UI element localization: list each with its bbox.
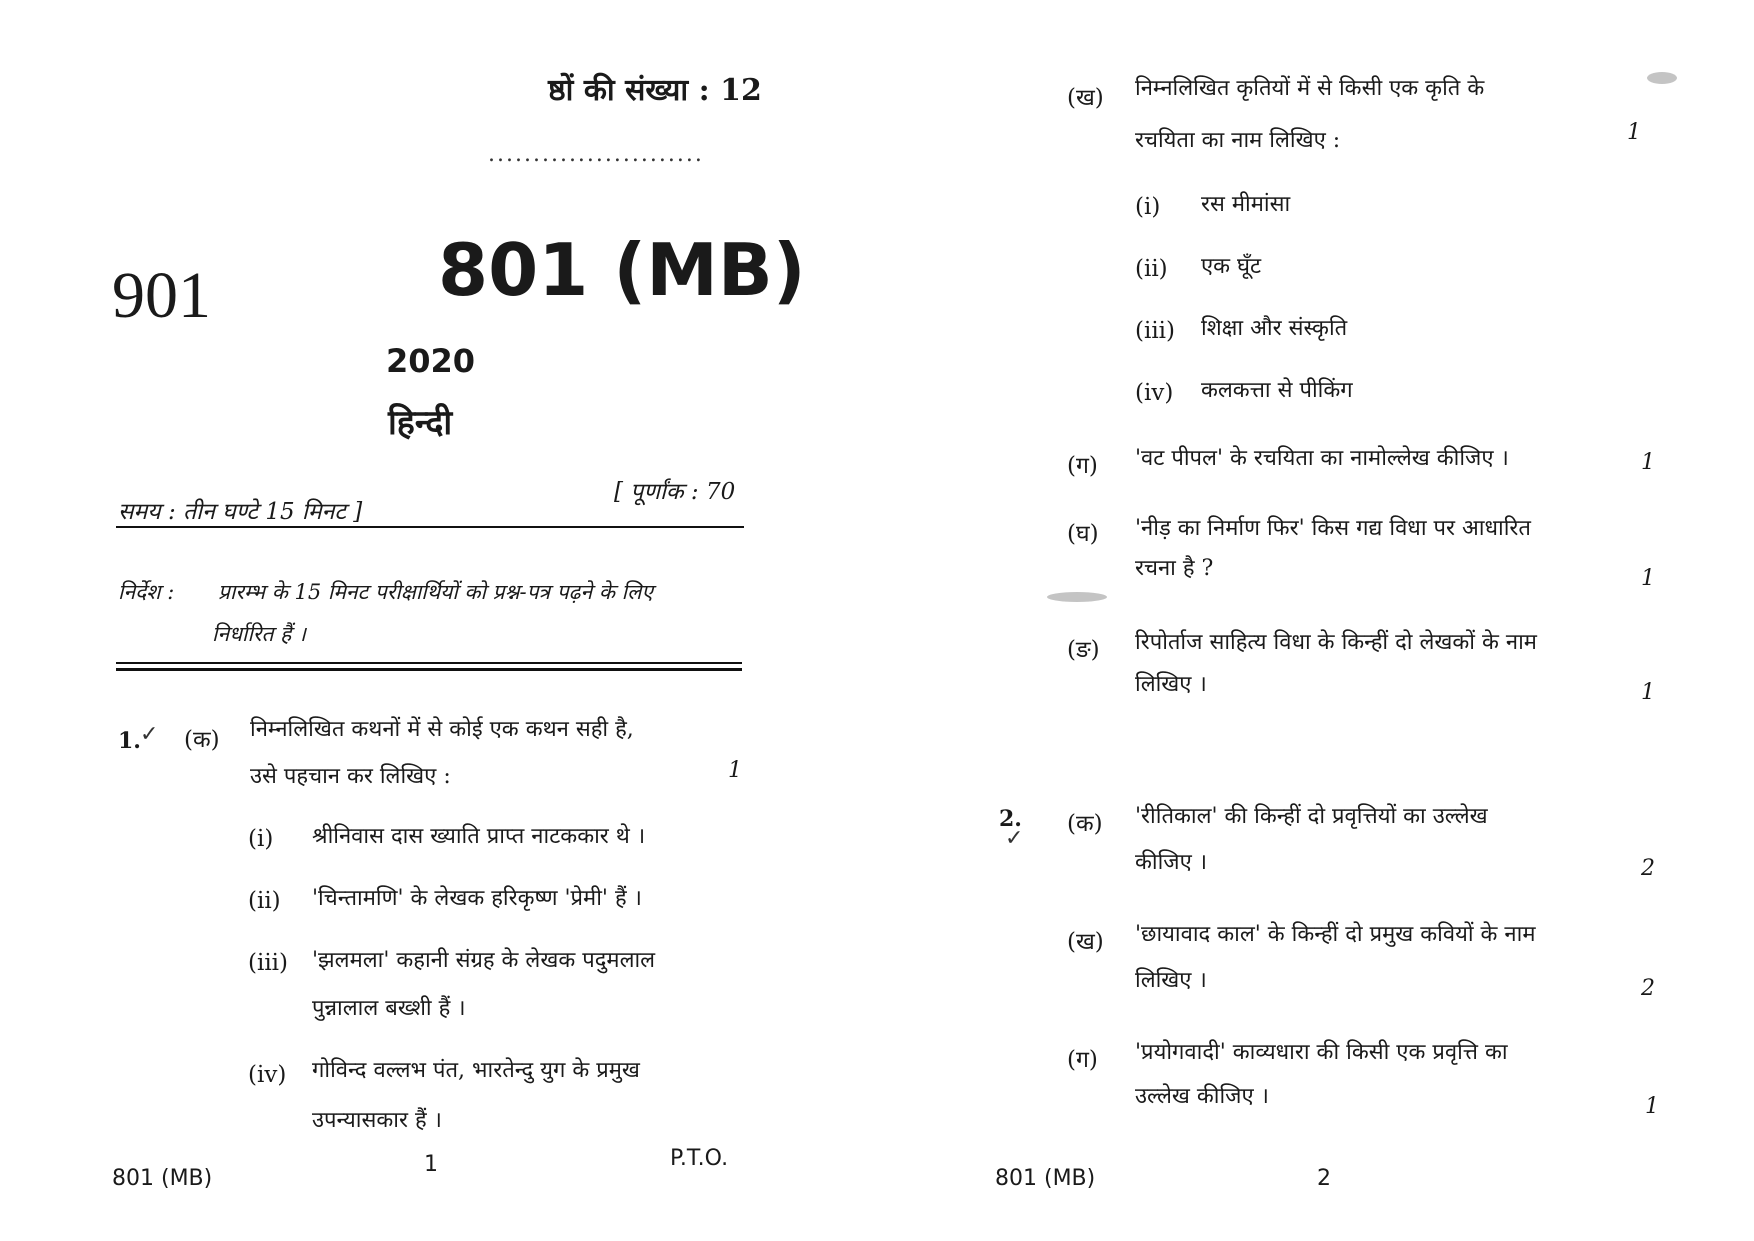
question-1c-mark: 1 <box>1641 450 1655 475</box>
question-1e-line-2: लिखिए । <box>1135 672 1207 697</box>
question-1d-line-2: रचना है ? <box>1135 556 1214 581</box>
option-iii-label: (iii) <box>248 950 289 976</box>
question-2a-mark: 2 <box>1641 856 1655 881</box>
footer-paper-code: 801 (MB) <box>995 1166 1096 1191</box>
subject-title: हिन्दी <box>388 403 453 443</box>
q1b-option-i-label: (i) <box>1135 194 1161 220</box>
check-mark-icon: ✓ <box>140 722 159 747</box>
question-2b-line-1: 'छायावाद काल' के किन्हीं दो प्रमुख कवियों के नाम <box>1135 922 1536 947</box>
q1b-option-iv-text: कलकत्ता से पीकिंग <box>1201 378 1353 403</box>
question-1d-mark: 1 <box>1641 566 1655 591</box>
question-1a-line-2: उसे पहचान कर लिखिए : <box>250 764 451 789</box>
q1b-option-ii-text: एक घूँट <box>1201 254 1262 279</box>
exam-time: समय : तीन घण्टे 15 मिनट ] <box>118 499 363 525</box>
question-1b-mark: 1 <box>1627 120 1641 145</box>
option-iii-line-1: 'झलमला' कहानी संग्रह के लेखक पदुमलाल <box>312 948 656 973</box>
instruction-line-2: निर्धारित हैं । <box>212 622 306 646</box>
option-i-label: (i) <box>248 826 274 852</box>
q1b-option-iii-label: (iii) <box>1135 318 1176 344</box>
header-rule <box>116 526 744 528</box>
roll-number-dots: ........................ <box>488 142 704 167</box>
question-1b-label: (ख) <box>1067 85 1104 111</box>
question-1a-line-1: निम्नलिखित कथनों में से कोई एक कथन सही है, <box>250 717 634 742</box>
question-1b-line-2: रचयिता का नाम लिखिए : <box>1135 128 1341 153</box>
question-1b-line-1: निम्नलिखित कृतियों में से किसी एक कृति के <box>1135 76 1485 101</box>
question-1-number: 1. <box>118 728 141 754</box>
question-2a-label: (क) <box>1067 811 1103 837</box>
ink-smudge <box>1047 592 1107 602</box>
question-1c-label: (ग) <box>1067 453 1098 479</box>
instruction-label: निर्देश : <box>118 580 175 604</box>
option-iv-line-1: गोविन्द वल्लभ पंत, भारतेन्दु युग के प्रमुख <box>312 1058 640 1083</box>
question-2-number: 2. <box>999 806 1022 832</box>
question-2c-label: (ग) <box>1067 1047 1098 1073</box>
ink-smudge <box>1647 72 1677 84</box>
pages-count: ष्ठों की संख्या : 12 <box>548 73 762 108</box>
question-1e-line-1: रिपोर्ताज साहित्य विधा के किन्हीं दो लेखकों के नाम <box>1135 630 1537 655</box>
instruction-line-1: प्रारम्भ के 15 मिनट परीक्षार्थियों को प्रश्न-पत्र पढ़ने के लिए <box>218 580 653 604</box>
question-1d-label: (घ) <box>1067 521 1099 547</box>
question-2a-line-1: 'रीतिकाल' की किन्हीं दो प्रवृत्तियों का उल्लेख <box>1135 804 1488 829</box>
question-1d-line-1: 'नीड़ का निर्माण फिर' किस गद्य विधा पर आधारित <box>1135 516 1531 541</box>
instruction-rule-top <box>116 662 742 664</box>
option-iii-line-2: पुन्नालाल बख्शी हैं । <box>312 996 466 1021</box>
question-2b-line-2: लिखिए । <box>1135 968 1207 993</box>
option-i-text: श्रीनिवास दास ख्याति प्राप्त नाटककार थे । <box>312 824 646 849</box>
question-1e-mark: 1 <box>1641 680 1655 705</box>
footer-paper-code: 801 (MB) <box>112 1166 213 1191</box>
total-marks: [ पूर्णांक : 70 <box>614 479 736 505</box>
roll-code: 901 <box>112 259 211 332</box>
question-2b-mark: 2 <box>1641 976 1655 1001</box>
option-ii-label: (ii) <box>248 888 281 914</box>
question-1a-label: (क) <box>184 727 220 753</box>
question-2c-mark: 1 <box>1645 1094 1659 1119</box>
question-1a-mark: 1 <box>728 758 742 783</box>
q1b-option-i-text: रस मीमांसा <box>1201 192 1291 217</box>
question-1e-label: (ङ) <box>1067 637 1100 663</box>
question-2a-line-2: कीजिए । <box>1135 850 1208 875</box>
check-mark-icon: ✓ <box>1005 826 1024 851</box>
q1b-option-ii-label: (ii) <box>1135 256 1168 282</box>
q1b-option-iv-label: (iv) <box>1135 380 1174 406</box>
page-right <box>877 0 1754 1241</box>
question-2c-line-2: उल्लेख कीजिए । <box>1135 1084 1269 1109</box>
question-2b-label: (ख) <box>1067 929 1104 955</box>
exam-year: 2020 <box>386 342 476 380</box>
question-1c-text: 'वट पीपल' के रचयिता का नामोल्लेख कीजिए । <box>1135 446 1509 471</box>
instruction-rule-bottom <box>116 668 742 671</box>
footer-pto: P.T.O. <box>670 1146 729 1171</box>
option-iv-line-2: उपन्यासकार हैं । <box>312 1108 442 1133</box>
option-ii-text: 'चिन्तामणि' के लेखक हरिकृष्ण 'प्रेमी' हैं । <box>312 886 642 911</box>
paper-code: 801 (MB) <box>438 228 806 312</box>
option-iv-label: (iv) <box>248 1062 287 1088</box>
question-2c-line-1: 'प्रयोगवादी' काव्यधारा की किसी एक प्रवृत्ति का <box>1135 1040 1508 1065</box>
q1b-option-iii-text: शिक्षा और संस्कृति <box>1201 316 1348 341</box>
footer-page-number: 1 <box>424 1152 438 1177</box>
footer-page-number: 2 <box>1317 1166 1331 1191</box>
